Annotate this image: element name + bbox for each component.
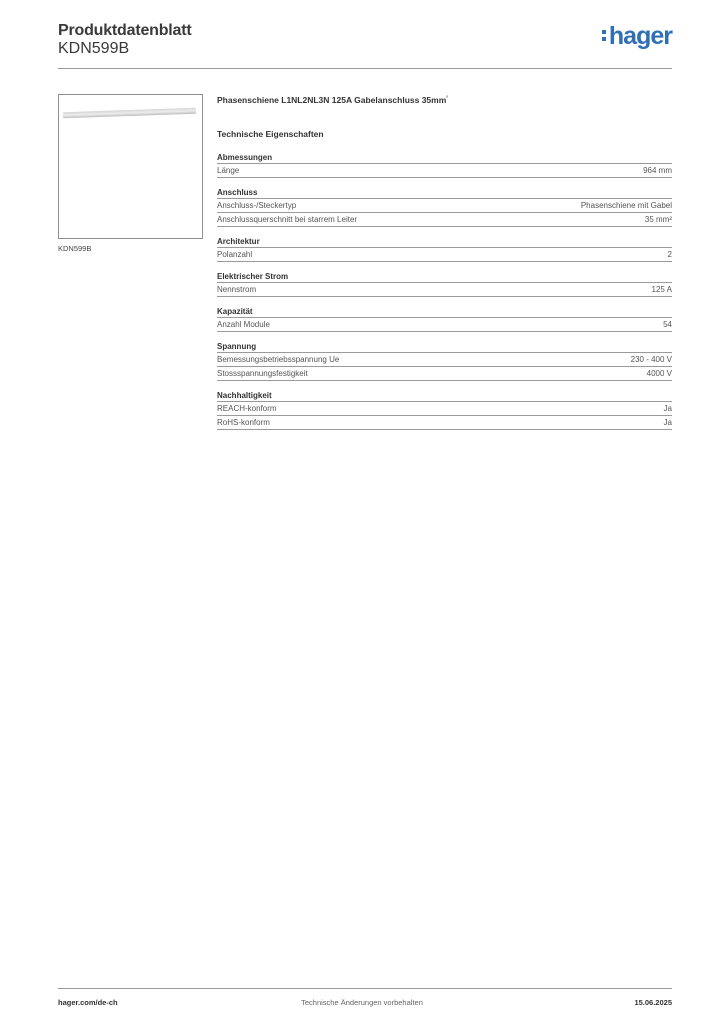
logo-text: hager: [608, 22, 672, 50]
product-title: [217, 95, 672, 129]
property-label: Anschluss-/Steckertyp: [217, 201, 297, 210]
property-row: [217, 353, 672, 367]
group-abmessungen: [217, 152, 672, 178]
group-title: Abmessungen: [217, 152, 672, 164]
property-value: Ja: [663, 418, 672, 427]
property-row: [217, 199, 672, 213]
property-row: [217, 318, 672, 332]
property-value: 4000 V: [646, 369, 672, 378]
group-title: Architektur: [217, 236, 672, 248]
group-anschluss: [217, 187, 672, 227]
group-title: Spannung: [217, 341, 672, 353]
product-image-caption: KDN599B: [58, 244, 92, 253]
property-row: [217, 248, 672, 262]
phase-rail-image: [63, 108, 196, 119]
property-label: Anzahl Module: [217, 320, 270, 329]
group-nachhaltigkeit: [217, 390, 672, 430]
group-title: Kapazität: [217, 306, 672, 318]
property-value: Phasenschiene mit Gabel: [580, 201, 672, 210]
footer-website-link[interactable]: hager.com/de-ch: [58, 998, 118, 1007]
logo-dots-icon: [602, 27, 608, 44]
footer-disclaimer: Technische Änderungen vorbehalten: [301, 998, 423, 1007]
hager-logo: [602, 22, 672, 51]
group-title: Nachhaltigkeit: [217, 390, 672, 402]
group-title: Anschluss: [217, 187, 672, 199]
page-header: [58, 20, 672, 68]
group-elektrischer-strom: [217, 271, 672, 297]
property-label: Polanzahl: [217, 250, 253, 259]
property-value: 230 - 400 V: [630, 355, 672, 364]
document-article-number: KDN599B: [58, 40, 130, 57]
document-title: Produktdatenblatt: [58, 22, 192, 39]
section-heading: Technische Eigenschaften: [217, 129, 324, 139]
product-title-superscript: ²: [446, 95, 448, 102]
group-title: Elektrischer Strom: [217, 271, 672, 283]
property-value: 35 mm²: [644, 215, 672, 224]
property-value: 125 A: [651, 285, 672, 294]
property-label: Länge: [217, 166, 240, 175]
property-row: [217, 213, 672, 227]
property-value: Ja: [663, 404, 672, 413]
property-row: [217, 416, 672, 430]
group-kapazitaet: [217, 306, 672, 332]
product-details: [217, 95, 672, 439]
product-image: [58, 94, 203, 239]
property-value: 964 mm: [643, 166, 672, 175]
property-label: RoHS-konform: [217, 418, 270, 427]
group-architektur: [217, 236, 672, 262]
property-label: Anschlussquerschnitt bei starrem Leiter: [217, 215, 358, 224]
property-row: [217, 164, 672, 178]
property-row: [217, 402, 672, 416]
property-label: Stossspannungsfestigkeit: [217, 369, 308, 378]
property-row: [217, 367, 672, 381]
property-value: 54: [663, 320, 672, 329]
property-label: REACH-konform: [217, 404, 277, 413]
footer-divider: [58, 988, 672, 989]
property-value: 2: [667, 250, 672, 259]
property-label: Bemessungsbetriebsspannung Ue: [217, 355, 340, 364]
property-row: [217, 283, 672, 297]
group-spannung: [217, 341, 672, 381]
header-divider: [58, 68, 672, 69]
property-label: Nennstrom: [217, 285, 257, 294]
footer-date: 15.06.2025: [634, 998, 672, 1007]
product-title-text: Phasenschiene L1NL2NL3N 125A Gabelanschluss 35mm: [217, 95, 447, 105]
